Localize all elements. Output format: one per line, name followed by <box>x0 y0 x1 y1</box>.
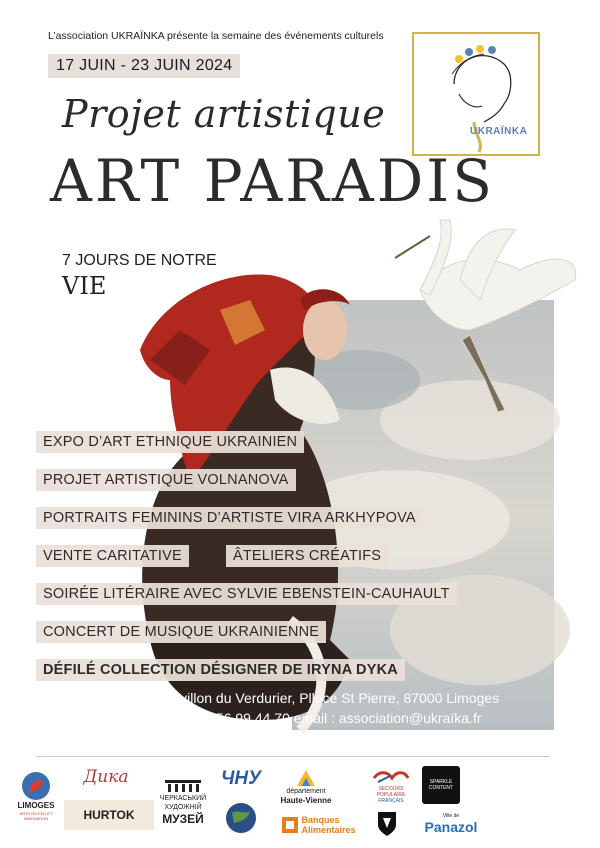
museum-building-icon <box>163 776 203 794</box>
shield-icon <box>377 811 397 837</box>
secours-hands-icon <box>370 768 412 786</box>
shield-logo <box>376 810 398 838</box>
banques-line2: Alimentaires <box>301 825 356 835</box>
chnu-logo <box>214 764 268 794</box>
departement-line1: département <box>286 787 326 795</box>
title-subtitle: Projet artistique <box>62 92 386 136</box>
event-soiree: SOIRÉE LITÉRAIRE AVEC SYLVIE EBENSTEIN-CAUHAULT <box>36 583 457 605</box>
event-dates: 17 JUIN - 23 JUIN 2024 <box>48 54 240 78</box>
secours-line1: SECOURS <box>378 786 404 792</box>
secours-logo <box>364 766 418 806</box>
banques-line1: Banques <box>301 815 340 825</box>
chnu-label: ЧНУ <box>220 768 262 789</box>
ukrainka-logo <box>412 32 540 156</box>
departement-icon <box>293 768 319 788</box>
address: Pavillon du Verdurier, Pllace St Pierre, 87000 Limoges <box>163 690 500 706</box>
panazol-pre: Ville de <box>442 813 460 819</box>
limoges-logo <box>14 766 58 826</box>
page-title: ART PARADIS <box>50 147 495 215</box>
logo-label: UKRAÏNKA <box>470 126 528 137</box>
contact-block <box>163 688 499 728</box>
hurtok-logo <box>64 800 154 830</box>
sparkle-logo <box>422 766 460 804</box>
hurtok-label: HURTOK <box>83 808 135 822</box>
event-volnanova: PROJET ARTISTIQUE VOLNANOVA <box>36 469 296 491</box>
limoges-sub: ARTS DU FEU ET INNOVATION <box>19 811 53 821</box>
museum-line3: МУЗЕЙ <box>162 812 204 826</box>
sparkle-line1: SPARKLE <box>429 779 453 785</box>
tagline-line1: 7 JOURS DE NOTRE <box>62 252 217 269</box>
banques-icon <box>282 817 298 833</box>
departement-line2: Haute-Vienne <box>280 795 332 805</box>
secours-line3: FRANÇAIS <box>378 798 404 804</box>
secours-line2: POPULAIRE <box>376 792 406 798</box>
intro-text: L’association UKRAÏNKA présente la semaine des événements culturels <box>48 30 384 42</box>
event-concert: CONCERT DE MUSIQUE UKRAINIENNE <box>36 621 326 643</box>
haute-vienne-logo <box>278 764 334 808</box>
event-portraits: PORTRAITS FEMININS D’ARTISTE VIRA ARKHYPOVA <box>36 507 423 529</box>
event-ateliers: ÂTELIERS CRÉATIFS <box>226 545 388 567</box>
limoges-label: LIMOGES <box>17 801 55 810</box>
museum-line1: ЧЕРКАСЬКИЙ <box>159 795 207 802</box>
dyka-label: Дика <box>83 767 129 787</box>
tagline-line2: VIE <box>62 272 107 300</box>
event-expo: EXPO D’ART ETHNIQUE UKRAINIEN <box>36 431 304 453</box>
globe-logo <box>222 800 260 836</box>
event-defile: DÉFILÉ COLLECTION DÉSIGNER DE IRYNA DYKA <box>36 659 405 681</box>
divider <box>36 756 550 757</box>
phone-email: Tel. : 07.56.99.44.70 email : association@ukraïka.fr <box>163 710 482 726</box>
event-vente: VENTE CARITATIVE <box>36 545 189 567</box>
globe-icon <box>224 801 258 835</box>
museum-line2: ХУДОЖНІЙ <box>164 804 202 811</box>
dyka-logo <box>58 764 154 790</box>
banques-logo <box>278 812 360 838</box>
panazol-logo <box>422 810 480 838</box>
museum-logo <box>156 766 210 836</box>
sparkle-line2: CONTENT <box>428 785 454 791</box>
limoges-icon <box>19 771 53 801</box>
panazol-label: Panazol <box>424 819 478 835</box>
